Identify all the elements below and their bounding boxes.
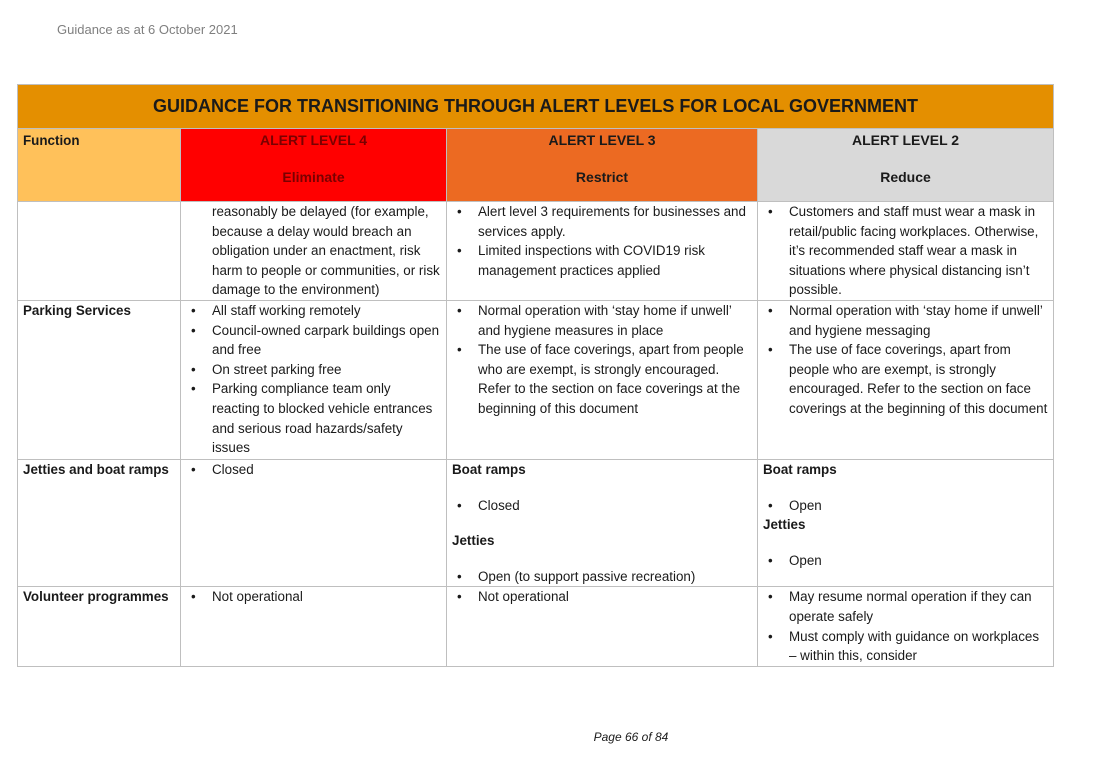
list-item: • All staff working remotely: [212, 301, 441, 321]
alert-level-4-sub: Eliminate: [282, 168, 345, 185]
list-item: • Not operational: [478, 587, 752, 607]
list-item: • Normal operation with ‘stay home if unwell’ and hygiene measures in place: [478, 301, 752, 340]
cell-l4: [181, 300, 447, 459]
cell-l3: [447, 587, 758, 667]
table-row: [18, 300, 1054, 459]
list-item: • Customers and staff must wear a mask in retail/public facing workplaces. Otherwise, it’s recommended staff wear a mask in situations where physical distancing isn’t possible.: [789, 202, 1048, 300]
cell-l2: [758, 300, 1054, 459]
header-row: [18, 129, 1054, 202]
boat-ramps-heading: Boat ramps: [452, 461, 526, 477]
table-row: [18, 459, 1054, 586]
list-item: • May resume normal operation if they can operate safely: [789, 587, 1048, 626]
list-item: • The use of face coverings, apart from people who are exempt, is strongly encouraged. Refer to the section on face coverings at the beginning of this document: [789, 340, 1048, 418]
alert-level-3-name: ALERT LEVEL 3: [548, 132, 656, 148]
list-item: • Open: [789, 496, 1048, 516]
cell-l4: [181, 202, 447, 301]
cell-l3: [447, 300, 758, 459]
list-item: • On street parking free: [212, 360, 441, 380]
guidance-table: [17, 84, 1054, 667]
cell-l4: [181, 459, 447, 586]
list-item: • Open: [789, 551, 1048, 571]
page-number: Page 66 of 84: [593, 730, 669, 744]
jetties-heading: Jetties: [763, 517, 806, 533]
list-item: • Open (to support passive recreation): [478, 567, 752, 587]
header-alert-level-2: [758, 129, 1054, 202]
alert-level-2-name: ALERT LEVEL 2: [851, 132, 960, 148]
table-row: [18, 202, 1054, 301]
title-row: [18, 85, 1054, 129]
table-row: [18, 587, 1054, 667]
jetties-heading: Jetties: [452, 533, 495, 549]
header-alert-level-4: [181, 129, 447, 202]
list-item: • Closed: [478, 496, 752, 516]
header-function: Function: [18, 129, 181, 202]
list-item: • Must comply with guidance on workplaces – within this, consider: [789, 627, 1048, 666]
alert-level-2-sub: Reduce: [880, 168, 931, 185]
alert-level-4-name: ALERT LEVEL 4: [259, 132, 368, 148]
cell-l3: [447, 202, 758, 301]
cell-l2: [758, 587, 1054, 667]
page-header: Guidance as at 6 October 2021: [57, 22, 238, 37]
row-function: Parking Services: [18, 300, 181, 459]
cell-l2: [758, 459, 1054, 586]
list-item: • Council-owned carpark buildings open and free: [212, 321, 441, 360]
continuation-text: reasonably be delayed (for example, because a delay would breach an obligation under an enactment, risk harm to people or communities, or risk damage to the environment): [212, 204, 440, 298]
list-item: • Normal operation with ‘stay home if unwell’ and hygiene messaging: [789, 301, 1048, 340]
row-function: [18, 202, 181, 301]
list-item: • Closed: [212, 460, 441, 480]
header-alert-level-3: [447, 129, 758, 202]
list-item: • Alert level 3 requirements for businesses and services apply.: [478, 202, 752, 241]
list-item: • Limited inspections with COVID19 risk management practices applied: [478, 241, 752, 280]
cell-l2: [758, 202, 1054, 301]
row-function: Jetties and boat ramps: [18, 459, 181, 586]
cell-l3: [447, 459, 758, 586]
row-function: Volunteer programmes: [18, 587, 181, 667]
alert-level-3-sub: Restrict: [575, 168, 629, 185]
list-item: • Not operational: [212, 587, 441, 607]
list-item: • The use of face coverings, apart from people who are exempt, is strongly encouraged. Refer to the section on face coverings at the beginning of this document: [478, 340, 752, 418]
cell-l4: [181, 587, 447, 667]
boat-ramps-heading: Boat ramps: [763, 461, 837, 477]
list-item: • Parking compliance team only reacting to blocked vehicle entrances and serious road hazards/safety issues: [212, 379, 441, 457]
table-title: GUIDANCE FOR TRANSITIONING THROUGH ALERT LEVELS FOR LOCAL GOVERNMENT: [18, 85, 1054, 129]
